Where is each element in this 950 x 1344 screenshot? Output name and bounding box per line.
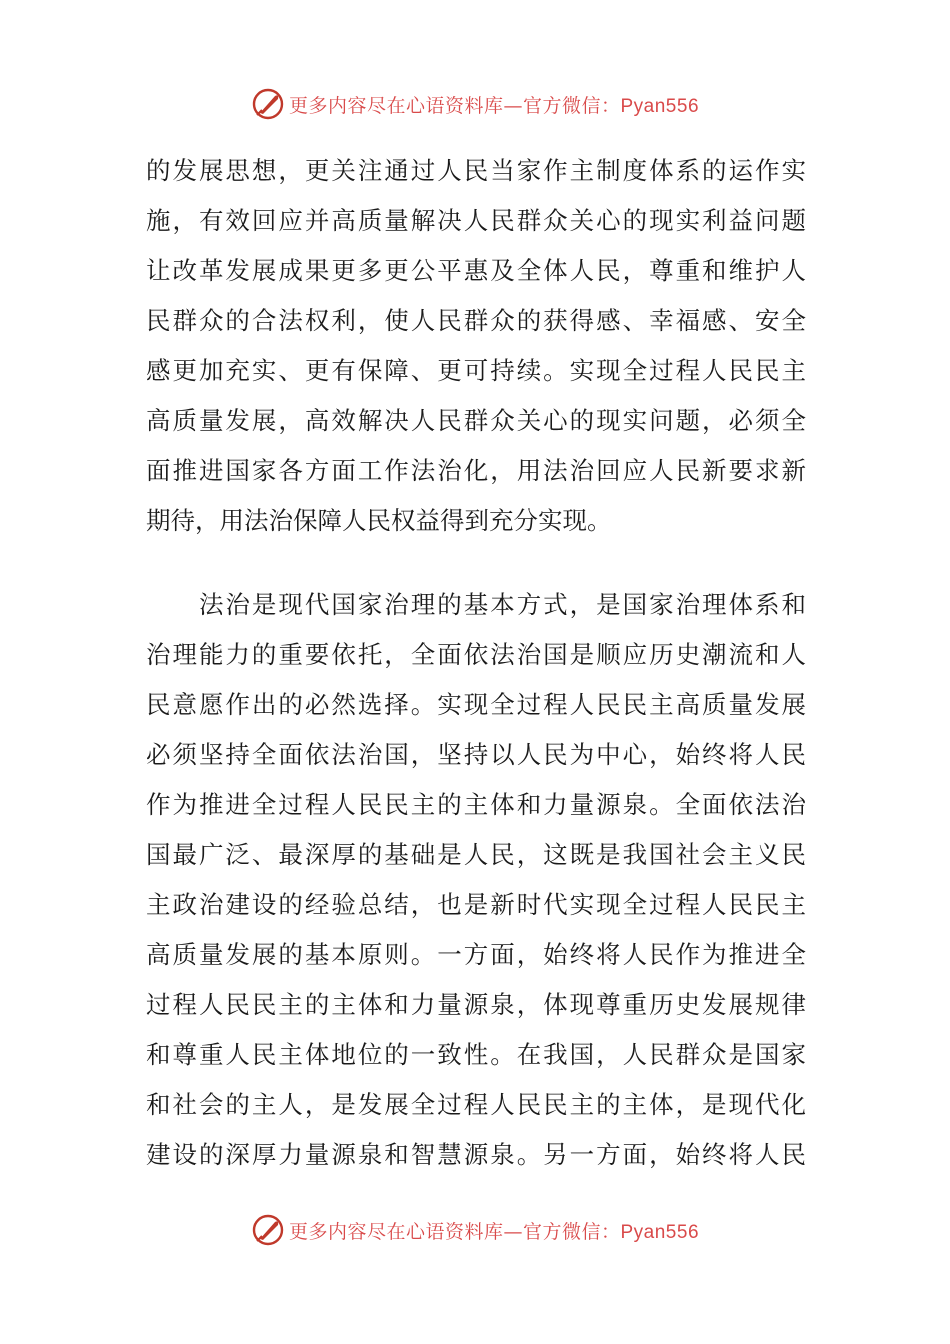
wechat-id: Pyan556 — [620, 95, 700, 117]
paragraph-2 — [146, 580, 806, 1180]
text-line: 国最广泛、最深厚的基础是人民，这既是我国社会主义民 — [146, 840, 806, 869]
text-line: 期待，用法治保障人民权益得到充分实现。 — [146, 506, 612, 535]
text-line: 建设的深厚力量源泉和智慧源泉。另一方面，始终将人民 — [146, 1140, 806, 1169]
banner-text — [289, 1217, 699, 1244]
text-line: 高质量发展，高效解决人民群众关心的现实问题，必须全 — [146, 406, 806, 435]
paragraph-1 — [146, 146, 806, 546]
header-banner — [0, 82, 950, 126]
quill-logo-icon — [251, 87, 285, 121]
text-line: 民意愿作出的必然选择。实现全过程人民民主高质量发展 — [146, 690, 806, 719]
document-body — [146, 146, 806, 1180]
text-line: 法治是现代国家治理的基本方式，是国家治理体系和 — [146, 590, 806, 619]
quill-logo-icon — [251, 1213, 285, 1247]
text-line: 主政治建设的经验总结，也是新时代实现全过程人民民主 — [146, 890, 806, 919]
wechat-id: Pyan556 — [620, 1221, 700, 1243]
banner-text — [289, 91, 699, 118]
paragraph-spacer — [146, 546, 806, 580]
text-line: 施，有效回应并高质量解决人民群众关心的现实利益问题 — [146, 206, 806, 235]
text-line: 面推进国家各方面工作法治化，用法治回应人民新要求新 — [146, 456, 806, 485]
text-line: 过程人民民主的主体和力量源泉，体现尊重历史发展规律 — [146, 990, 806, 1019]
text-line: 作为推进全过程人民民主的主体和力量源泉。全面依法治 — [146, 790, 806, 819]
text-line: 和尊重人民主体地位的一致性。在我国，人民群众是国家 — [146, 1040, 806, 1069]
footer-banner — [0, 1208, 950, 1252]
text-line: 高质量发展的基本原则。一方面，始终将人民作为推进全 — [146, 940, 806, 969]
banner-prefix: 更多内容尽在心语资料库—官方微信： — [288, 94, 621, 117]
text-line: 让改革发展成果更多更公平惠及全体人民，尊重和维护人 — [146, 256, 806, 285]
text-line: 民群众的合法权利，使人民群众的获得感、幸福感、安全 — [146, 306, 806, 335]
banner-prefix: 更多内容尽在心语资料库—官方微信： — [288, 1220, 621, 1243]
text-line: 和社会的主人，是发展全过程人民民主的主体，是现代化 — [146, 1090, 806, 1119]
text-line: 感更加充实、更有保障、更可持续。实现全过程人民民主 — [146, 356, 806, 385]
text-line: 治理能力的重要依托，全面依法治国是顺应历史潮流和人 — [146, 640, 806, 669]
text-line: 必须坚持全面依法治国，坚持以人民为中心，始终将人民 — [146, 740, 806, 769]
text-line: 的发展思想，更关注通过人民当家作主制度体系的运作实 — [146, 156, 806, 185]
